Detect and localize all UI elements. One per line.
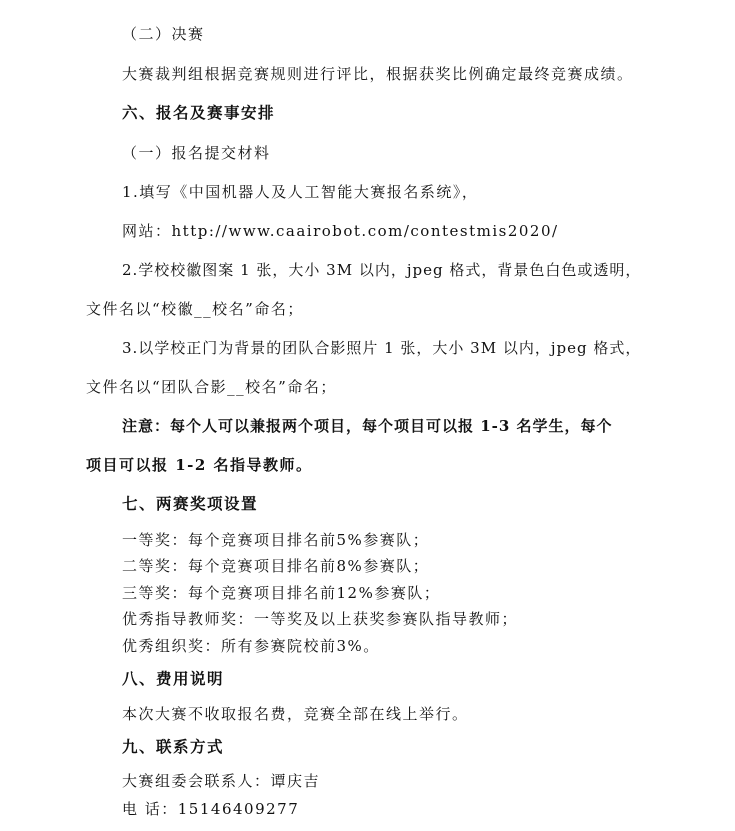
award-4: 优秀指导教师奖：一等奖及以上获奖参赛队指导教师； <box>122 610 519 628</box>
item2-line1: 2.学校校徽图案 1 张，大小 3M 以内，jpeg 格式，背景色白色或透明， <box>122 261 642 279</box>
note-line1: 注意：每个人可以兼报两个项目，每个项目可以报 1-3 名学生，每个 <box>122 417 613 435</box>
final-round-text: 大赛裁判组根据竞赛规则进行评比，根据获奖比例确定最终竞赛成绩。 <box>122 65 634 83</box>
item3-line2: 文件名以“团队合影__校名”命名； <box>86 378 337 396</box>
award-1: 一等奖：每个竞赛项目排名前5%参赛队； <box>122 531 430 549</box>
fee-text: 本次大赛不收取报名费，竞赛全部在线上举行。 <box>122 705 469 723</box>
materials-heading: （一）报名提交材料 <box>122 144 271 162</box>
contact-person: 大赛组委会联系人：谭庆吉 <box>122 772 321 790</box>
section9-heading: 九、联系方式 <box>122 737 225 756</box>
item1-text: 1.填写《中国机器人及人工智能大赛报名系统》， <box>122 183 479 201</box>
award-5: 优秀组织奖：所有参赛院校前3%。 <box>122 637 380 655</box>
section6-heading: 六、报名及赛事安排 <box>122 103 276 122</box>
section7-heading: 七、两赛奖项设置 <box>122 494 259 513</box>
item3-line1: 3.以学校正门为背景的团队合影照片 1 张，大小 3M 以内，jpeg 格式， <box>122 339 642 357</box>
phone: 电 话：15146409277 <box>122 800 300 818</box>
final-round-heading: （二）决赛 <box>122 25 205 43</box>
award-3: 三等奖：每个竞赛项目排名前12%参赛队； <box>122 584 441 602</box>
award-2: 二等奖：每个竞赛项目排名前8%参赛队； <box>122 557 430 575</box>
section8-heading: 八、费用说明 <box>122 669 225 688</box>
website-text: 网站：http://www.caairobot.com/contestmis2020/ <box>122 222 559 240</box>
item2-line2: 文件名以“校徽__校名”命名； <box>86 300 304 318</box>
note-line2: 项目可以报 1-2 名指导教师。 <box>86 456 313 474</box>
